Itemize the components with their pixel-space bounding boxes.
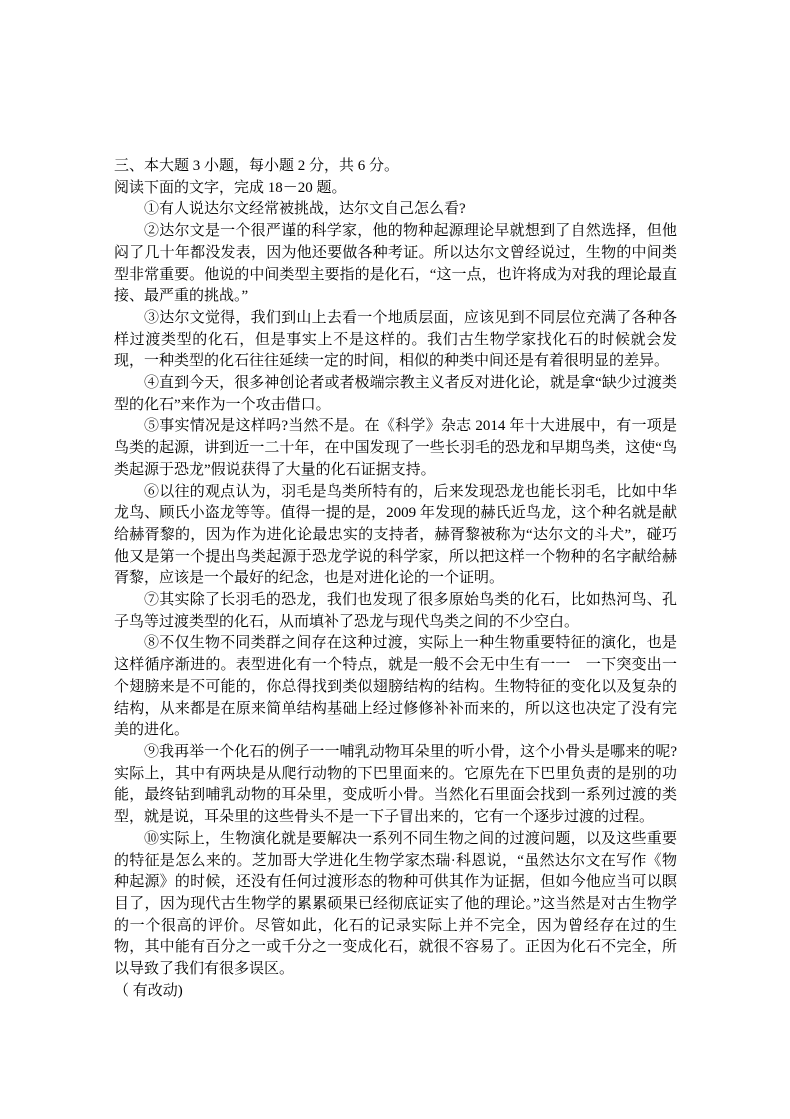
paragraph-3: ③达尔文觉得，我们到山上去看一个地质层面，应该见到不同层位充满了各种各样过渡类型的化石，但是事实上不是这样的。我们古生物学家找化石的时候就会发现，一种类型的化石往往延续一定的时间，相似的种类中间还是有着很明显的差异。 [114, 309, 677, 370]
paragraph-9: ⑨我再举一个化石的例子一一哺乳动物耳朵里的听小骨，这个小骨头是哪来的呢?实际上，其中有两块是从爬行动物的下巴里面来的。它原先在下巴里负责的是别的功能，最终钻到哺乳动物的耳朵里，变成听小骨。当然化石里面会找到一系列过渡的类型，就是说，耳朵里的这些骨头不是一下子冒出来的，它有一个逐步过渡的过程。 [114, 743, 677, 826]
paragraph-5: ⑤事实情况是这样吗?当然不是。在《科学》杂志 2014 年十大进展中，有一项是鸟类的起源，讲到近一二十年，在中国发现了一些长羽毛的恐龙和早期鸟类，这使“鸟类起源于恐龙”假说获得了大量的化石证据支持。 [114, 418, 677, 478]
paragraph-2: ②达尔文是一个很严谨的科学家，他的物种起源理论早就想到了自然选择，但他闷了几十年都没发表，因为他还要做各种考证。所以达尔文曾经说过，生物的中间类型非常重要。他说的中间类型主要指的是化石，“这一点，也许将成为对我的理论最直接、最严重的挑战。” [114, 223, 677, 305]
paragraph-7: ⑦其实除了长羽毛的恐龙，我们也发现了很多原始鸟类的化石，比如热河鸟、孔子鸟等过渡类型的化石，从而填补了恐龙与现代鸟类之间的不少空白。 [114, 592, 677, 630]
paragraph-1: ①有人说达尔文经常被挑战，达尔文自己怎么看? [144, 201, 466, 218]
paragraph-4: ④直到今天，很多神创论者或者极端宗教主义者反对进化论，就是拿“缺少过渡类型的化石”来作为一个攻击借口。 [114, 375, 677, 413]
paragraph-6: ⑥以往的观点认为，羽毛是鸟类所特有的，后来发现恐龙也能长羽毛，比如中华龙鸟、顾氏小盗龙等等。值得一提的是，2009 年发现的赫氏近鸟龙，这个种名就是献给赫胥黎的，因为作为进化论最忠实的支持者，赫胥黎被称为“达尔文的斗犬”，碰巧他又是第一个提出鸟类起源于恐龙学说的科学家，所以把这样一个物种的名字献给赫胥黎，应该是一个最好的纪念，也是对进化论的一个证明。 [114, 483, 677, 587]
edit-note: （ 有改动) [114, 982, 183, 999]
exam-document-page [114, 156, 677, 1002]
paragraph-10: ⑩实际上，生物演化就是要解决一系列不同生物之间的过渡问题，以及这些重要的特征是怎么来的。芝加哥大学进化生物学家杰瑞·科恩说，“虽然达尔文在写作《物种起源》的时候，还没有任何过渡形态的物种可供其作为证据，但如今他应当可以瞑目了，因为现代古生物学的累累硕果已经彻底证实了他的理论。”这当然是对古生物学的一个很高的评价。尽管如此，化石的记录实际上并不完全，因为曾经存在过的生物，其中能有百分之一或千分之一变成化石，就很不容易了。正因为化石不完全，所以导致了我们有很多误区。 [114, 830, 677, 978]
section-heading: 三、本大题 3 小题，每小题 2 分，共 6 分。 [114, 158, 400, 174]
reading-instruction: 阅读下面的文字，完成 18－20 题。 [114, 179, 347, 196]
paragraph-8: ⑧不仅生物不同类群之间存在这种过渡，实际上一种生物重要特征的演化，也是这样循序渐进的。表型进化有一个特点，就是一般不会无中生有一一 一下突变出一个翅膀来是不可能的，你总得找到类似翅膀结构的结构。生物特征的变化以及复杂的结构，从来都是在原来简单结构基础上经过修修补补而来的，所以这也决定了没有完美的进化。 [114, 635, 677, 739]
